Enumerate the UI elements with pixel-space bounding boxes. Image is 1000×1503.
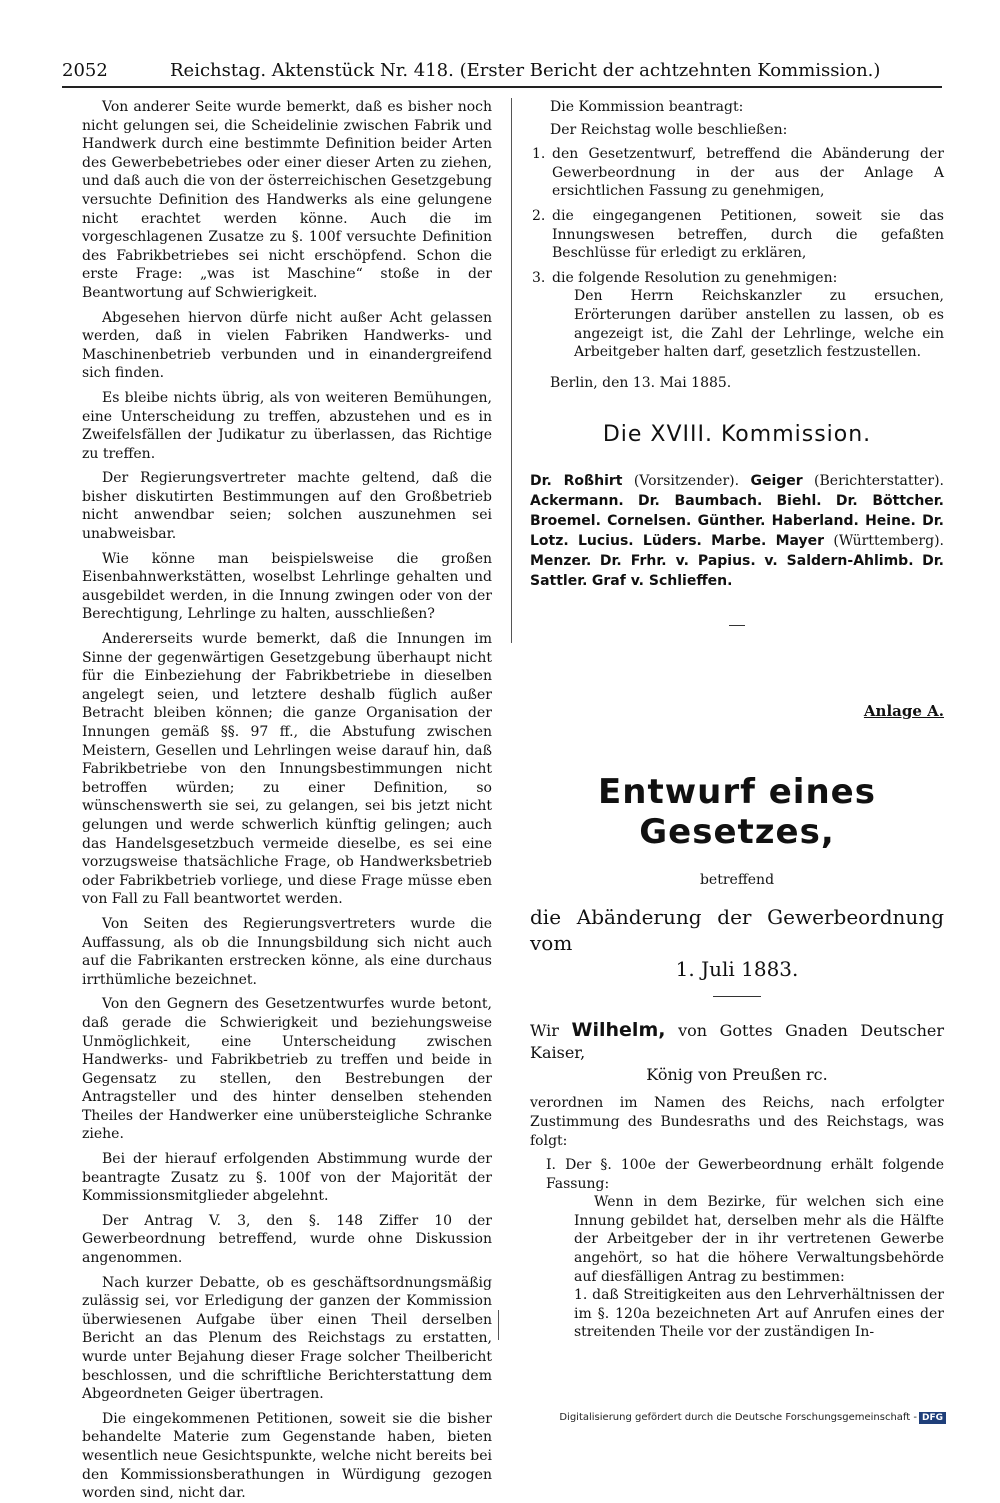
digitization-footer: Digitalisierung gefördert durch die Deutsche Forschungsgemeinschaft - DFG <box>559 1412 946 1424</box>
paragraph: Von Seiten des Regierungsvertreters wurde die Auffassung, als ob die Innungsbildung sich nicht auch auf die Fabrikanten erstrecken könne, als eine durchaus irrthümliche bezeichnet. <box>82 915 492 988</box>
paragraph: Abgesehen hiervon dürfe nicht außer Acht gelassen werden, daß in vielen Fabriken Handwerks- und Maschinenbetrieb verbunden und in einandergreifend sich finden. <box>82 309 492 382</box>
motion-resolve: Der Reichstag wolle beschließen: <box>550 121 788 138</box>
paragraph: Der Antrag V. 3, den §. 148 Ziffer 10 der Gewerbeordnung betreffend, wurde ohne Diskussion angenommen. <box>82 1212 492 1267</box>
paragraph: Andererseits wurde bemerkt, daß die Innungen im Sinne der gegenwärtigen Gesetzgebung überhaupt nicht für die Einbeziehung der Fabrikbetriebe in dieselben angelegt seien, und letztere deshalb füglich außer Betracht bleiben können; die ganze Organisation der Innungen gemäß §§. 97 ff., die Abstufung zwischen Meistern, Gesellen und Lehrlingen weise darauf hin, daß Fabrikbetriebe von den Innungsbestimmungen nicht betroffen würden; zu einer Definition, so wünschenswerth sie sei, zu gelangen, sei bis jetzt nicht gelungen und werde schwerlich künftig gelingen; auch das Handelsgesetzbuch vermeide dieselbe, es sei eine vorzugsweise thatsächliche Frage, ob Handwerksbetrieb oder Fabrikbetrieb vorliege, und diese Frage müsse eben von Fall zu Fall beantwortet werden. <box>82 631 492 908</box>
article-1: I. Der §. 100e der Gewerbeordnung erhält folgende Fassung: <box>546 1157 944 1192</box>
page-number: 2052 <box>62 60 108 81</box>
left-column <box>82 98 492 1503</box>
article-1-item-1: 1. daß Streitigkeiten aus den Lehrverhältnissen der im §. 120a bezeichneten Art auf Anrufen eines der streitenden Theile vor der zuständigen In- <box>574 1287 944 1341</box>
paragraph: Der Regierungsvertreter machte geltend, daß die bisher diskutirten Bestimmungen auf den Großbetrieb nicht anwendbar seien; solchen auszunehmen sei unabweisbar. <box>82 470 492 543</box>
bill-betreffend: betreffend <box>699 872 775 889</box>
dfg-logo: DFG <box>919 1412 946 1424</box>
commission-title: Die XVIII. Kommission. <box>602 422 872 448</box>
page-header <box>62 60 942 86</box>
right-column <box>530 98 944 1342</box>
date-line: Berlin, den 13. Mai 1885. <box>550 374 732 391</box>
bill-subtitle-line2: 1. Juli 1883. <box>675 957 799 982</box>
header-rule <box>62 86 942 88</box>
paragraph: Wie könne man beispielsweise die großen Eisenbahnwerkstätten, woselbst Lehrlinge gehalten und ausgebildet werden, in die Innung zwingen oder von der Berechtigung, Lehrlinge zu halten, ausschließen? <box>82 550 492 623</box>
separator-line <box>713 996 761 997</box>
column-divider-bottom <box>498 1310 499 1340</box>
list-item: 3. die folgende Resolution zu genehmigen: <box>532 269 838 286</box>
decree-text: verordnen im Namen des Reichs, nach erfolgter Zustimmung des Bundesraths und des Reichstags, was folgt: <box>530 1095 944 1149</box>
paragraph: Die eingekommenen Petitionen, soweit sie die bisher behandelte Materie zum Gegenstande haben, bieten wesentlich neue Gesichtspunkte, welche nicht bereits bei den Kommissionsberathungen in Würdigung gezogen worden sind, nicht dar. <box>82 1410 492 1502</box>
bill-subtitle-line1: die Abänderung der Gewerbeordnung vom <box>530 905 944 956</box>
list-item: 1. den Gesetzentwurf, betreffend die Abänderung der Gewerbeordnung in der aus der Anlage A ersichtlichen Fassung zu genehmigen, <box>532 146 944 200</box>
paragraph: Nach kurzer Debatte, ob es geschäftsordnungsmäßig zulässig sei, vor Erledigung der ganzen der Kommission überwiesenen Aufgabe über einen Theil derselben Bericht an das Plenum des Reichstags zu erstatten, wurde unter Bejahung dieser Frage solcher Theilbericht beschlossen, und die schriftliche Berichterstattung dem Abgeordneten Geiger übertragen. <box>82 1274 492 1403</box>
members-list: Dr. Roßhirt (Vorsitzender). Geiger (Berichterstatter). Ackermann. Dr. Baumbach. Biehl. Dr. Böttcher. Broemel. Cornelsen. Günther. Haberland. Heine. Dr. Lotz. Lucius. Lüders. Marbe. Mayer (Württemberg). Menzer. Dr. Frhr. v. Papius. v. Saldern-Ahlimb. Dr. Sattler. Graf v. Schlieffen. <box>530 473 945 590</box>
enacting-formula: Wir Wilhelm, von Gottes Gnaden Deutscher Kaiser, <box>530 1019 945 1063</box>
appendix-label: Anlage A. <box>863 702 944 721</box>
paragraph: Bei der hierauf erfolgenden Abstimmung wurde der beantragte Zusatz zu §. 100f von der Majorität der Kommissionsmitglieder abgelehnt. <box>82 1151 492 1205</box>
list-item: 2. die eingegangenen Petitionen, soweit sie das Innungswesen betreffen, durch die gefaßten Beschlüsse für erledigt zu erklären, <box>532 207 944 262</box>
motion-intro: Die Kommission beantragt: <box>550 99 744 115</box>
resolution-text: Den Herrn Reichskanzler zu ersuchen, Erörterungen darüber anstellen zu lassen, ob es angezeigt ist, die Zahl der Lehrlinge, welche ein Arbeitgeber halten darf, gesetzlich festzustellen. <box>574 288 944 361</box>
running-title: Reichstag. Aktenstück Nr. 418. (Erster Bericht der achtzehnten Kommission.) <box>170 60 881 81</box>
enacting-formula-line2: König von Preußen rc. <box>646 1065 828 1085</box>
column-divider <box>511 98 512 643</box>
paragraph: Es bleibe nichts übrig, als von weiteren Bemühungen, eine Unterscheidung zu treffen, abzustehen und es in Zweifelsfällen der Judikatur zu überlassen, das Richtige zu treffen. <box>82 389 492 462</box>
paragraph: Von den Gegnern des Gesetzentwurfes wurde betont, daß gerade die Schwierigkeit und beziehungsweise Unmöglichkeit, eine Unterscheidung zwischen Handwerks- und Fabrikbetrieb zu treffen und beide in Gegensatz zu stellen, den Bestrebungen der Antragsteller und des hinter denselben stehenden Theiles der Handwerker eine unübersteigliche Schranke ziehe. <box>82 996 492 1143</box>
article-1-quote: Wenn in dem Bezirke, für welchen sich eine Innung gebildet hat, derselben mehr als die Hälfte der Arbeitgeber der in ihr vertretenen Gewerbe angehört, so hat die höhere Verwaltungsbehörde auf diesfälligen Antrag zu bestimmen: <box>574 1194 944 1285</box>
separator-dash <box>729 625 745 626</box>
bill-title: Entwurf eines Gesetzes, <box>598 772 876 853</box>
motion-list <box>530 145 944 287</box>
paragraph: Von anderer Seite wurde bemerkt, daß es bisher noch nicht gelungen sei, die Scheidelinie zwischen Fabrik und Handwerk durch eine bestimmte Definition beider Arten des Gewerbebetriebes oder einer dieser Arten zu ziehen, und daß auch die von der österreichischen Gesetzgebung versuchte Definition des Handwerks als eine gelungene nicht erachtet werden könne. Auch die im vorgeschlagenen Zusatze zu §. 100f versuchte Definition des Fabrikbetriebes sei nicht erschöpfend. Schon die erste Frage: „was ist Maschine“ stoße in der Beantwortung auf Schwierigkeit. <box>82 99 492 301</box>
